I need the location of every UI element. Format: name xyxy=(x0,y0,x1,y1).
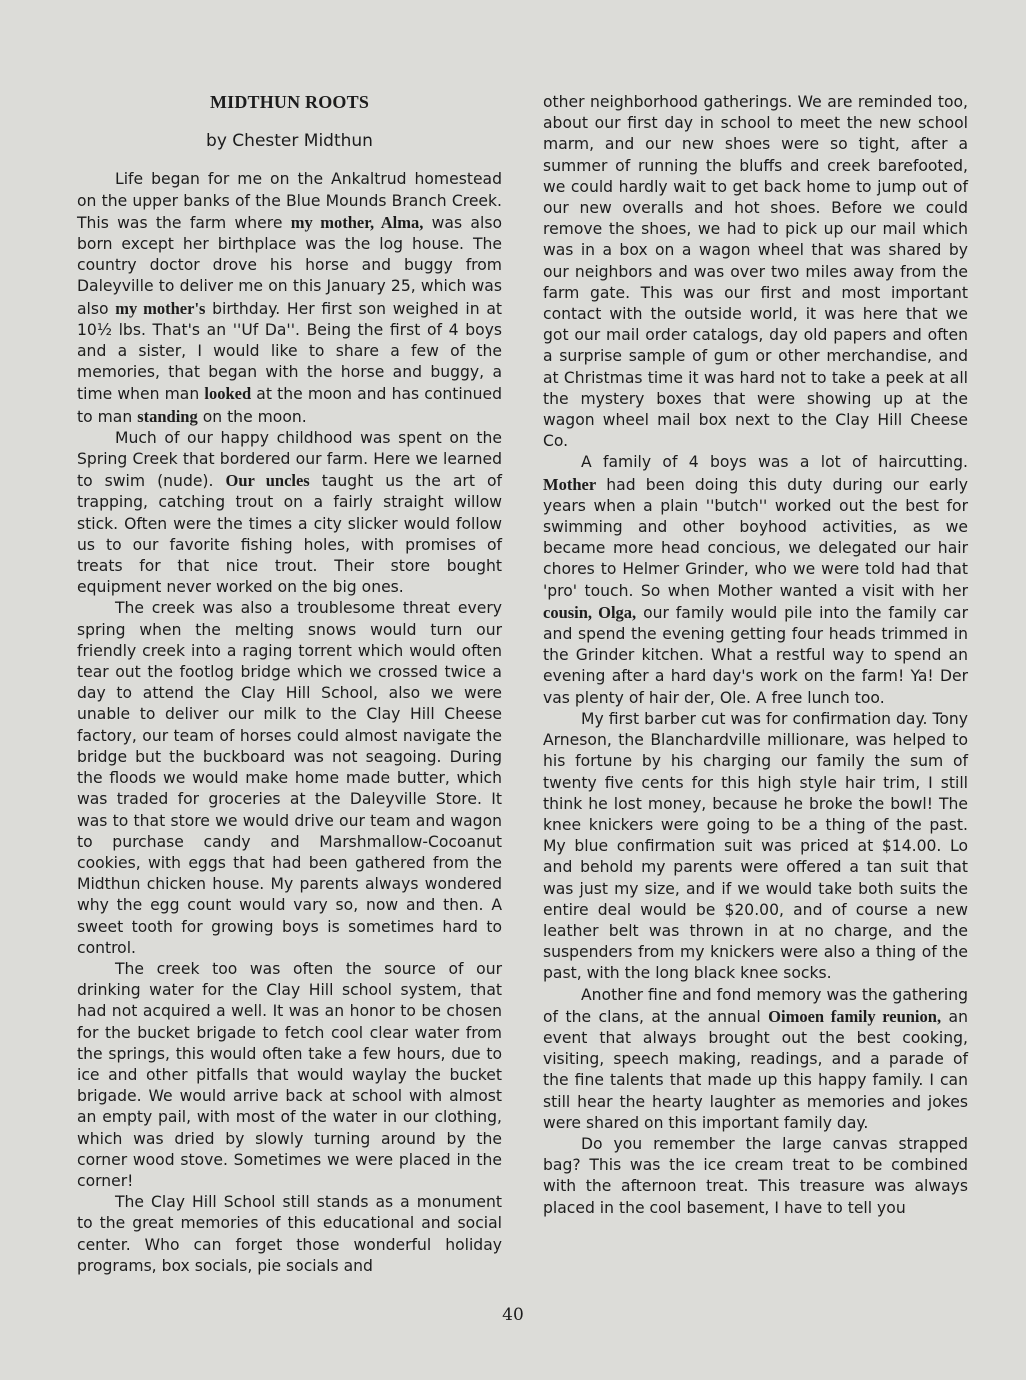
paragraph-family-reunion: Another fine and fond memory was the gathering of the clans, at the annual Oimoen family reunion, an event that always brought out the best cooking, visiting, speech making, readings, and a parade of the fine talents that made up this happy family. I can still hear the hearty laughter as memories and jokes were shared on this important family day. xyxy=(543,985,968,1132)
left-column xyxy=(77,90,502,1277)
emphasis-oimoen-family-reunion: Oimoen family reunion, xyxy=(768,1006,942,1026)
emphasis-standing: standing xyxy=(137,406,198,426)
emphasis-mother: Mother xyxy=(543,474,597,494)
paragraph-haircutting: A family of 4 boys was a lot of haircutting. Mother had been doing this duty during our early years when a plain ''butch'' worked out the best for swimming and other boyhood activities, as we became more head concious, we delegated our hair chores to Helmer Grinder, who we were told had that 'pro' touch. So when Mother wanted a visit with her cousin, Olga, our family would pile into the family car and spend the evening getting four heads trimmed in the Grinder kitchen. What a restful way to spend an evening after a hard day's work on the farm! Ya! Der vas plenty of hair der, Ole. A free lunch too. xyxy=(543,453,968,707)
right-column xyxy=(543,92,968,1219)
paragraph-creek-threat: The creek was also a troublesome threat every spring when the melting snows would turn our friendly creek into a raging torrent which would often tear out the footlog bridge which we crossed twice a day to attend the Clay Hill School, also we were unable to deliver our milk to the Clay Hill Cheese factory, our team of horses could almost navigate the bridge but the buckboard was not seagoing. During the floods we would make home made butter, which was traded for groceries at the Daleyville Store. It was to that store we would drive our team and wagon to purchase candy and Marshmallow-Cocoanut cookies, with eggs that had been gathered from the Midthun chicken house. My parents always wondered why the egg count would vary so, now and then. A sweet tooth for growing boys is sometimes hard to control. xyxy=(77,599,502,957)
emphasis-our-uncles: Our uncles xyxy=(225,471,310,491)
emphasis-my-mothers: my mother's xyxy=(115,298,206,318)
emphasis-looked: looked xyxy=(204,384,252,404)
paragraph-barber-cut: My first barber cut was for confirmation day. Tony Arneson, the Blanchardville millionare, was helped to his fortune by his charging our family the sum of twenty five cents for this high style hair trim, I still think he lost money, because he broke the bowl! The knee knickers were going to be a thing of the past. My blue confirmation suit was priced at $14.00. Lo and behold my parents were offered a tan suit that was just my size, and if we would take both suits the entire deal would be $20.00, and of course a new leather belt was thrown in at no charge, and the suspenders from my knickers were also a thing of the past, with the long black knee socks. xyxy=(543,709,968,983)
emphasis-my-mother-alma: my mother, Alma, xyxy=(290,212,424,232)
paragraph-spring-creek: Much of our happy childhood was spent on the Spring Creek that bordered our farm. Here we learned to swim (nude). Our uncles taught us the art of trapping, catching trout on a fairly straight willow stick. Often were the times a city slicker would follow us to our favorite fishing holes, with promises of treats for that nice trout. Their store bought equipment never worked on the big ones. xyxy=(77,428,502,597)
article-byline: by Chester Midthun xyxy=(206,131,373,152)
page-number: 40 xyxy=(502,1305,524,1325)
article-title: MIDTHUN ROOTS xyxy=(209,92,370,112)
paragraph-canvas-bag: Do you remember the large canvas strapped bag? This was the ice cream treat to be combined with the afternoon treat. This treasure was always placed in the cool basement, I have to tell you xyxy=(543,1134,968,1217)
paragraph-mail-box: other neighborhood gatherings. We are reminded too, about our first day in school to meet the new school marm, and our new shoes were so tight, after a summer of running the bluffs and creek barefooted, we could hardly wait to get back home to jump out of our new overalls and hot shoes. Before we could remove the shoes, we had to pick up our mail which was in a box on a wagon wheel that was shared by our neighbors and was over two miles away from the farm gate. This was our first and most important contact with the outside world, it was here that we got our mail order catalogs, day old papers and often a surprise sample of gum or other merchandise, and at Christmas time it was hard not to take a peek at all the mystery boxes that were showing up at the wagon wheel mail box next to the Clay Hill Cheese Co. xyxy=(543,93,968,451)
paragraph-drinking-water: The creek too was often the source of our drinking water for the Clay Hill school system, that had not acquired a well. It was an honor to be chosen for the bucket brigade to fetch cool clear water from the springs, this would often take a few hours, due to ice and other pitfalls that would waylay the bucket brigade. We would arrive back at school with almost an empty pail, with most of the water in our clothing, which was dried by slowly turning around by the corner wood stove. Sometimes we were placed in the corner! xyxy=(77,959,502,1190)
paragraph-homestead: Life began for me on the Ankaltrud homestead on the upper banks of the Blue Mounds Branch Creek. This was the farm where my mother, Alma, was also born except her birthplace was the log house. The country doctor drove his horse and buggy from Daleyville to deliver me on this January 25, which was also my mother's birthday. Her first son weighed in at 10½ lbs. That's an ''Uf Da''. Being the first of 4 boys and a sister, I would like to share a few of the memories, that began with the horse and buggy, a time when man looked at the moon and has continued to man standing on the moon. xyxy=(77,170,502,426)
paragraph-clay-hill-school: The Clay Hill School still stands as a monument to the great memories of this educational and social center. Who can forget those wonderful holiday programs, box socials, pie socials and xyxy=(77,1193,502,1275)
emphasis-cousin-olga: cousin, Olga, xyxy=(543,602,637,622)
